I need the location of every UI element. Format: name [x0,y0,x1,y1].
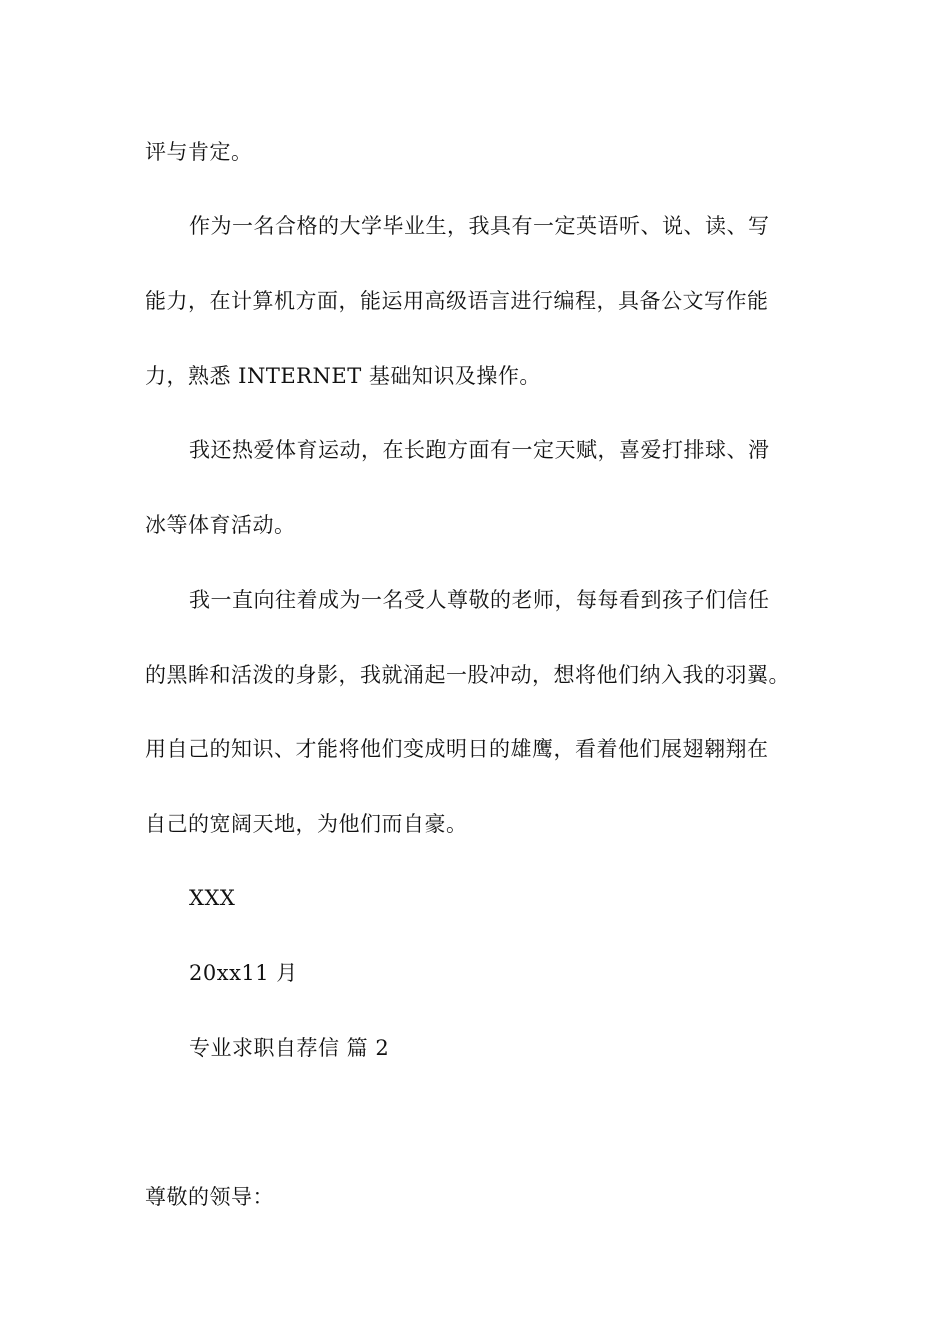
text-line-10: 自己的宽阔天地，为他们而自豪。 [145,812,468,836]
text-line-9: 用自己的知识、才能将他们变成明日的雄鹰，看着他们展翅翱翔在 [145,737,769,761]
text-line-3: 能力，在计算机方面，能运用高级语言进行编程，具备公文写作能 [145,289,769,313]
salutation: 尊敬的领导： [145,1185,274,1209]
text-line-6: 冰等体育活动。 [145,513,296,537]
text-line-8: 的黑眸和活泼的身影，我就涌起一股冲动，想将他们纳入我的羽翼。 [145,663,790,687]
text-line-4: 力，熟悉 INTERNET 基础知识及操作。 [145,364,541,388]
text-line-5: 我还热爱体育运动，在长跑方面有一定天赋，喜爱打排球、滑 [189,438,770,462]
text-line-7: 我一直向往着成为一名受人尊敬的老师，每每看到孩子们信任 [189,588,770,612]
date: 20xx11 月 [189,961,298,985]
signature: XXX [189,886,236,910]
text-line-2: 作为一名合格的大学毕业生，我具有一定英语听、说、读、写 [189,214,770,238]
section-title: 专业求职自荐信 篇 2 [189,1036,390,1060]
text-line-1: 评与肯定。 [145,140,253,164]
